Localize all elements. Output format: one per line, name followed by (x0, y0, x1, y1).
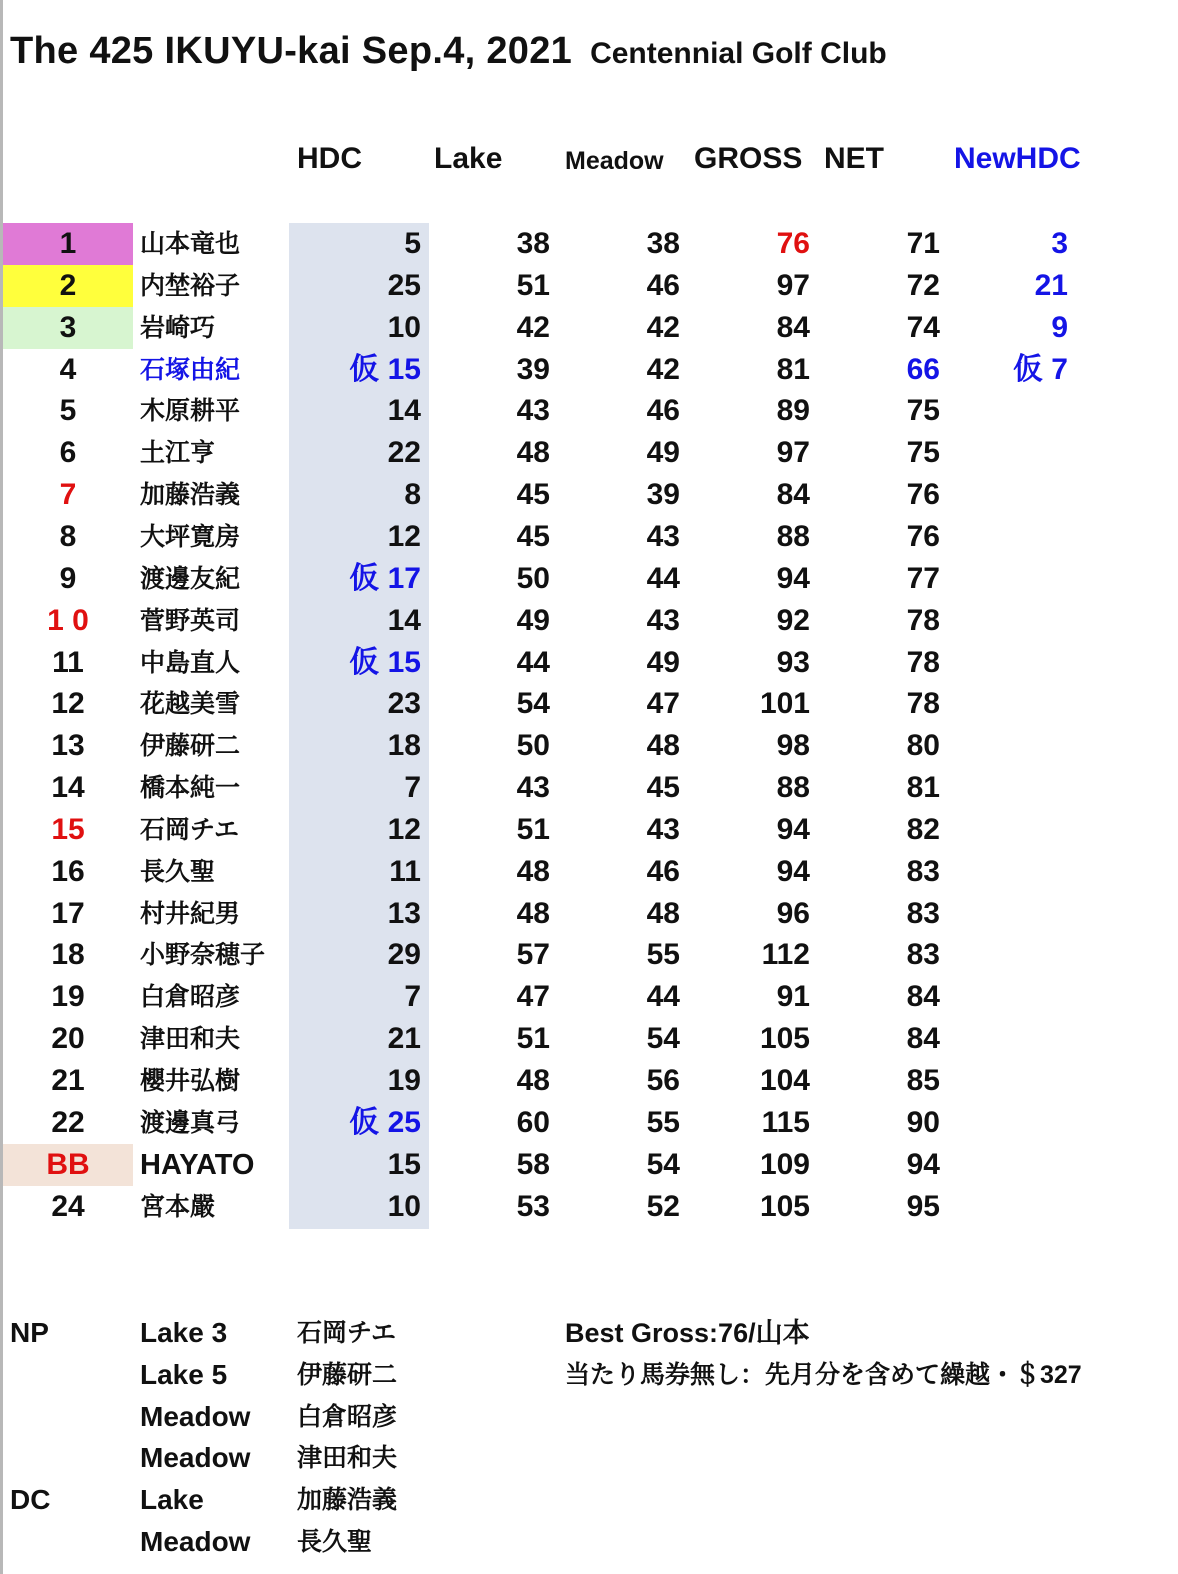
net-score: 75 (906, 436, 940, 469)
new-hdc-cell (968, 893, 1068, 935)
player-name: 岩崎巧 (140, 314, 216, 342)
net-score: 90 (906, 1106, 940, 1139)
hdc-cell: 仮 15 (349, 646, 421, 679)
new-hdc-cell (968, 1186, 1068, 1228)
gross-score: 94 (776, 813, 810, 846)
new-hdc-cell (968, 1060, 1068, 1102)
hdc-cell: 10 (387, 1190, 421, 1223)
net-score: 78 (906, 687, 940, 720)
meadow-score: 43 (646, 520, 680, 553)
rank-cell: 22 (51, 1106, 85, 1139)
net-score: 84 (906, 1022, 940, 1055)
lake-score: 44 (516, 646, 550, 679)
lake-score: 47 (516, 980, 550, 1013)
lake-score: 42 (516, 311, 550, 344)
hdc-cell: 18 (387, 729, 421, 762)
meadow-score: 44 (646, 562, 680, 595)
rank-cell: 1 0 (47, 604, 89, 637)
lake-score: 43 (516, 771, 550, 804)
meadow-score: 52 (646, 1190, 680, 1223)
new-hdc-cell (968, 725, 1068, 767)
table-row (0, 600, 1178, 642)
player-name: 花越美雪 (140, 690, 241, 718)
hdc-cell: 12 (387, 813, 421, 846)
gross-score: 76 (776, 227, 810, 260)
lake-score: 51 (516, 813, 550, 846)
gross-score: 94 (776, 855, 810, 888)
rank-cell: 2 (3, 265, 133, 307)
rank-cell: 24 (51, 1190, 85, 1223)
gross-score: 115 (761, 1106, 810, 1139)
rank-cell: 6 (59, 436, 77, 469)
rank-cell: 12 (51, 687, 85, 720)
net-score: 83 (906, 897, 940, 930)
hdc-cell: 7 (404, 771, 421, 804)
rank-cell: 1 (3, 223, 133, 265)
header-meadow: Meadow (565, 147, 664, 175)
table-row (0, 934, 1178, 976)
new-hdc-cell (968, 474, 1068, 516)
meadow-score: 43 (646, 813, 680, 846)
gross-score: 91 (776, 980, 810, 1013)
player-name: 小野奈穂子 (140, 941, 266, 969)
hdc-cell: 12 (387, 520, 421, 553)
meadow-score: 44 (646, 980, 680, 1013)
net-score: 81 (906, 771, 940, 804)
net-score: 76 (906, 478, 940, 511)
dc-player: 加藤浩義 (297, 1486, 398, 1514)
dc-course: Meadow (140, 1526, 251, 1557)
table-row (0, 390, 1178, 432)
dc-course: Lake (140, 1484, 204, 1515)
np-player: 石岡チエ (297, 1319, 397, 1347)
header-hdc: HDC (297, 142, 362, 175)
gross-score: 101 (759, 687, 810, 720)
gross-score: 112 (761, 938, 810, 971)
new-hdc-cell: 仮 7 (1012, 353, 1068, 386)
new-hdc-cell (968, 934, 1068, 976)
new-hdc-cell (968, 1018, 1068, 1060)
table-row (0, 1018, 1178, 1060)
hdc-cell: 23 (387, 687, 421, 720)
rank-cell: 19 (51, 980, 85, 1013)
hdc-cell: 7 (404, 980, 421, 1013)
gross-score: 105 (759, 1022, 810, 1055)
rank-cell: 16 (51, 855, 85, 888)
header-newhdc: NewHDC (954, 142, 1081, 175)
new-hdc-cell (968, 851, 1068, 893)
hdc-cell: 仮 15 (349, 353, 421, 386)
player-name: 橋本純一 (140, 774, 241, 802)
lake-score: 58 (516, 1148, 550, 1181)
net-score: 76 (906, 520, 940, 553)
np-label: NP (10, 1317, 49, 1348)
rank-cell: 13 (51, 729, 85, 762)
rank-cell: 7 (59, 478, 77, 511)
hdc-cell: 15 (387, 1148, 421, 1181)
np-player: 白倉昭彦 (297, 1403, 398, 1431)
rank-cell: 21 (51, 1064, 85, 1097)
meadow-score: 42 (646, 311, 680, 344)
table-row (0, 976, 1178, 1018)
net-score: 66 (906, 353, 940, 386)
lake-score: 53 (516, 1190, 550, 1223)
player-name: 伊藤研二 (140, 732, 241, 760)
rank-cell: 14 (51, 771, 85, 804)
net-score: 75 (906, 394, 940, 427)
header-gross: GROSS (694, 142, 803, 175)
lake-score: 39 (516, 353, 550, 386)
gross-score: 94 (776, 562, 810, 595)
table-row (0, 265, 1178, 307)
player-name: HAYATO (140, 1149, 255, 1181)
new-hdc-cell (968, 809, 1068, 851)
table-row (0, 642, 1178, 684)
new-hdc-cell (968, 976, 1068, 1018)
new-hdc-cell (968, 1144, 1068, 1186)
gross-score: 88 (776, 520, 810, 553)
meadow-score: 55 (646, 1106, 680, 1139)
rank-cell: 11 (52, 646, 84, 679)
meadow-score: 49 (646, 646, 680, 679)
hdc-cell: 22 (387, 436, 421, 469)
meadow-score: 55 (646, 938, 680, 971)
lake-score: 54 (516, 687, 550, 720)
hdc-cell: 13 (387, 897, 421, 930)
table-row (0, 474, 1178, 516)
hdc-cell: 29 (387, 938, 421, 971)
table-row (0, 1144, 1178, 1186)
new-hdc-cell (968, 432, 1068, 474)
player-name: 村井紀男 (140, 900, 241, 928)
rank-cell: 15 (51, 813, 85, 846)
table-row (0, 683, 1178, 725)
table-row (0, 516, 1178, 558)
table-row (0, 558, 1178, 600)
rank-cell: 18 (51, 938, 85, 971)
player-name: 石岡チエ (140, 816, 240, 844)
table-row (0, 307, 1178, 349)
new-hdc-cell (968, 767, 1068, 809)
gross-score: 98 (776, 729, 810, 762)
rank-cell: 17 (51, 897, 85, 930)
gross-score: 84 (776, 311, 810, 344)
lake-score: 48 (516, 855, 550, 888)
net-score: 83 (906, 938, 940, 971)
best-gross-note: Best Gross:76/山本 (565, 1318, 810, 1348)
gross-score: 92 (776, 604, 810, 637)
np-course: Lake 3 (140, 1317, 228, 1348)
meadow-score: 38 (646, 227, 680, 260)
meadow-score: 54 (646, 1148, 680, 1181)
meadow-score: 43 (646, 604, 680, 637)
net-score: 95 (906, 1190, 940, 1223)
rank-cell: 5 (59, 394, 77, 427)
lake-score: 45 (516, 478, 550, 511)
rank-cell: 3 (3, 307, 133, 349)
gross-score: 97 (776, 269, 810, 302)
lake-score: 48 (516, 897, 550, 930)
net-score: 82 (906, 813, 940, 846)
player-name: 中島直人 (140, 649, 241, 677)
lake-score: 43 (516, 394, 550, 427)
header-lake: Lake (434, 142, 503, 175)
gross-score: 105 (759, 1190, 810, 1223)
gross-score: 109 (759, 1148, 810, 1181)
meadow-score: 49 (646, 436, 680, 469)
net-score: 77 (906, 562, 940, 595)
gross-score: 93 (776, 646, 810, 679)
net-score: 74 (906, 311, 940, 344)
meadow-score: 54 (646, 1022, 680, 1055)
table-row (0, 1186, 1178, 1228)
player-name: 渡邊真弓 (140, 1109, 241, 1137)
hdc-cell: 仮 17 (349, 562, 421, 595)
hdc-cell: 仮 25 (349, 1106, 421, 1139)
hdc-cell: 5 (404, 227, 421, 260)
net-score: 85 (906, 1064, 940, 1097)
np-course: Meadow (140, 1442, 251, 1473)
table-row (0, 223, 1178, 265)
lake-score: 38 (516, 227, 550, 260)
gross-score: 96 (776, 897, 810, 930)
meadow-score: 42 (646, 353, 680, 386)
hdc-cell: 21 (387, 1022, 421, 1055)
new-hdc-cell (968, 558, 1068, 600)
new-hdc-cell (968, 600, 1068, 642)
header-net: NET (824, 142, 884, 175)
lake-score: 45 (516, 520, 550, 553)
hdc-cell: 25 (387, 269, 421, 302)
np-course: Meadow (140, 1401, 251, 1432)
lake-score: 51 (516, 269, 550, 302)
page-title (10, 30, 887, 73)
lake-score: 49 (516, 604, 550, 637)
table-row (0, 1102, 1178, 1144)
player-name: 渡邊友紀 (140, 565, 241, 593)
meadow-score: 48 (646, 897, 680, 930)
hdc-cell: 8 (404, 478, 421, 511)
new-hdc-cell (968, 1102, 1068, 1144)
player-name: 大坪寛房 (140, 523, 241, 551)
new-hdc-cell (968, 390, 1068, 432)
new-hdc-cell: 9 (1051, 311, 1068, 344)
player-name: 長久聖 (140, 858, 216, 886)
rank-cell: 4 (59, 353, 77, 386)
club-name: Centennial Golf Club (590, 37, 887, 70)
hdc-cell: 19 (387, 1064, 421, 1097)
player-name: 内埜裕子 (140, 272, 241, 300)
new-hdc-cell (968, 516, 1068, 558)
net-score: 72 (906, 269, 940, 302)
player-name: 白倉昭彦 (140, 983, 241, 1011)
player-name: 山本竜也 (140, 230, 241, 258)
gross-score: 84 (776, 478, 810, 511)
player-name: 津田和夫 (140, 1025, 241, 1053)
table-row (0, 893, 1178, 935)
np-player: 伊藤研二 (297, 1361, 398, 1389)
net-score: 83 (906, 855, 940, 888)
dc-label: DC (10, 1484, 51, 1515)
lake-score: 51 (516, 1022, 550, 1055)
hdc-cell: 10 (387, 311, 421, 344)
player-name: 加藤浩義 (140, 481, 241, 509)
player-name: 木原耕平 (140, 397, 241, 425)
net-score: 80 (906, 729, 940, 762)
player-name: 石塚由紀 (140, 356, 241, 384)
meadow-score: 39 (646, 478, 680, 511)
player-name: 櫻井弘樹 (140, 1067, 241, 1095)
gross-score: 88 (776, 771, 810, 804)
lake-score: 50 (516, 562, 550, 595)
gross-score: 97 (776, 436, 810, 469)
new-hdc-cell: 3 (1051, 227, 1068, 260)
rank-cell: 20 (51, 1022, 85, 1055)
player-name: 菅野英司 (140, 607, 241, 635)
carryover-note: 当たり馬券無し：先月分を含めて繰越・＄327 (565, 1361, 1082, 1389)
table-row (0, 851, 1178, 893)
table-row (0, 767, 1178, 809)
rank-cell: BB (3, 1144, 133, 1186)
dc-player: 長久聖 (297, 1528, 373, 1556)
player-name: 土江亨 (140, 439, 216, 467)
table-row (0, 349, 1178, 391)
np-player: 津田和夫 (297, 1444, 398, 1472)
new-hdc-cell: 21 (1034, 269, 1068, 302)
hdc-cell: 11 (389, 855, 421, 888)
net-score: 71 (906, 227, 940, 260)
meadow-score: 56 (646, 1064, 680, 1097)
net-score: 84 (906, 980, 940, 1013)
player-name: 宮本嚴 (140, 1193, 216, 1221)
lake-score: 57 (516, 938, 550, 971)
table-row (0, 1060, 1178, 1102)
meadow-score: 45 (646, 771, 680, 804)
meadow-score: 46 (646, 269, 680, 302)
new-hdc-cell (968, 683, 1068, 725)
rank-cell: 9 (59, 562, 77, 595)
meadow-score: 46 (646, 855, 680, 888)
hdc-cell: 14 (387, 394, 421, 427)
table-row (0, 809, 1178, 851)
net-score: 78 (906, 604, 940, 637)
event-title: The 425 IKUYU-kai Sep.4, 2021 (10, 30, 573, 72)
meadow-score: 48 (646, 729, 680, 762)
table-row (0, 725, 1178, 767)
net-score: 78 (906, 646, 940, 679)
table-row (0, 432, 1178, 474)
new-hdc-cell (968, 642, 1068, 684)
lake-score: 48 (516, 436, 550, 469)
np-course: Lake 5 (140, 1359, 228, 1390)
lake-score: 50 (516, 729, 550, 762)
rank-cell: 8 (59, 520, 77, 553)
lake-score: 60 (516, 1106, 550, 1139)
hdc-cell: 14 (387, 604, 421, 637)
gross-score: 89 (776, 394, 810, 427)
meadow-score: 47 (646, 687, 680, 720)
gross-score: 81 (776, 353, 810, 386)
meadow-score: 46 (646, 394, 680, 427)
gross-score: 104 (759, 1064, 810, 1097)
lake-score: 48 (516, 1064, 550, 1097)
net-score: 94 (906, 1148, 940, 1181)
